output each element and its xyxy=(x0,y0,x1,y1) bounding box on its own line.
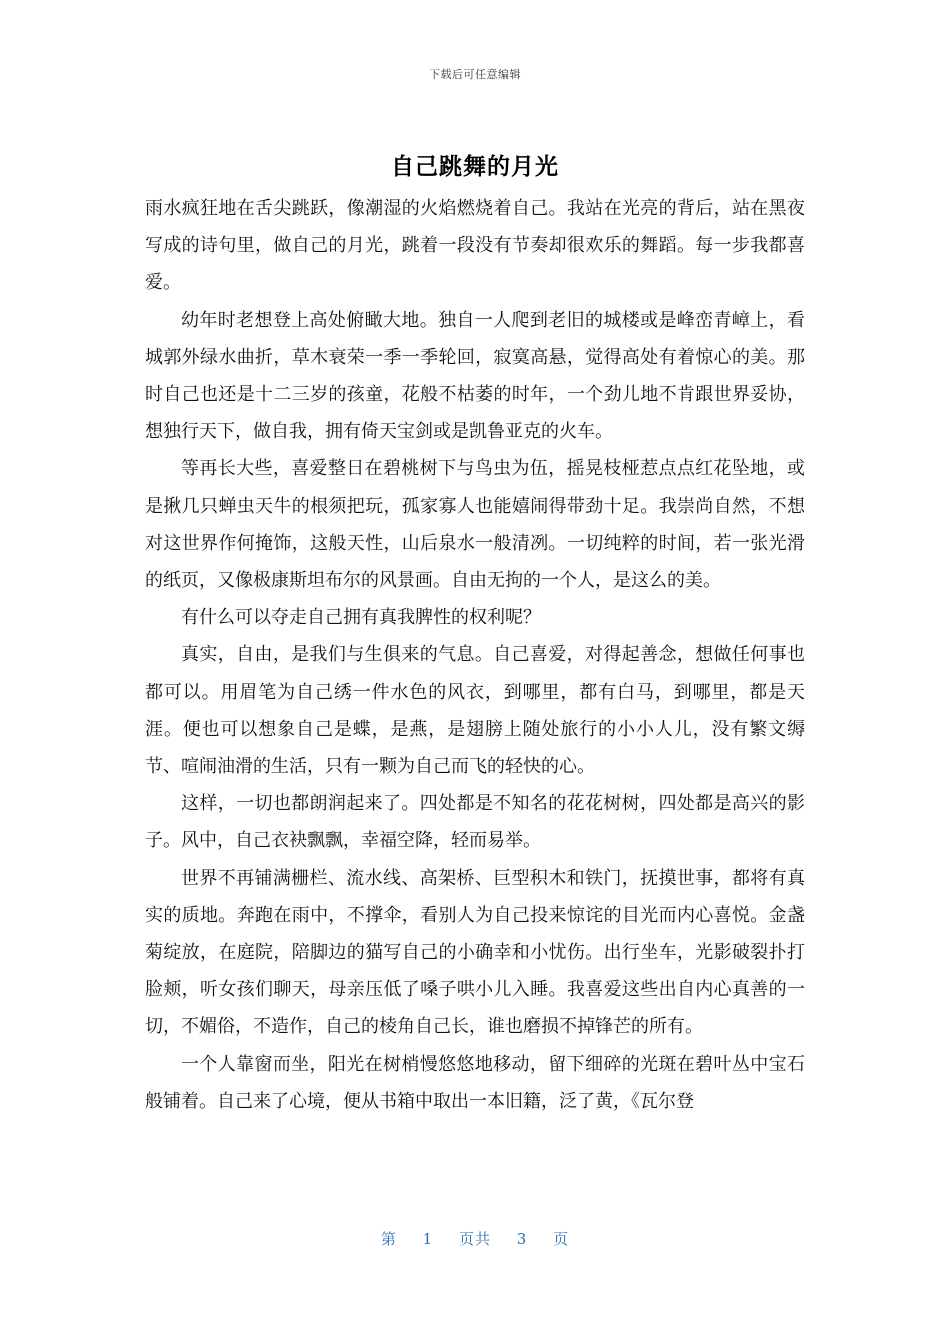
paragraph: 这样，一切也都朗润起来了。四处都是不知名的花花树树，四处都是高兴的影子。风中，自己衣袂飘飘，幸福空降，轻而易举。 xyxy=(145,793,805,852)
paragraph: 雨水疯狂地在舌尖跳跃，像潮湿的火焰燃烧着自己。我站在光亮的背后，站在黑夜写成的诗句里，做自己的月光，跳着一段没有节奏却很欢乐的舞蹈。每一步我都喜爱。 xyxy=(145,198,805,294)
document-body xyxy=(145,190,805,1120)
page-label-middle: 页共 xyxy=(458,1230,491,1248)
paragraph: 幼年时老想登上高处俯瞰大地。独自一人爬到老旧的城楼或是峰峦青嶂上，看城郭外绿水曲折，草木衰荣一季一季轮回，寂寞高悬，觉得高处有着惊心的美。那时自己也还是十二三岁的孩童，花般不枯萎的时年，一个劲儿地不肯跟世界妥协，想独行天下，做自我，拥有倚天宝剑或是凯鲁亚克的火车。 xyxy=(145,309,805,443)
paragraph: 世界不再铺满栅栏、流水线、高架桥、巨型积木和铁门，抚摸世事，都将有真实的质地。奔跑在雨中，不撑伞，看别人为自己投来惊诧的目光而内心喜悦。金盏菊绽放，在庭院，陪脚边的猫写自己的小确幸和小忧伤。出行坐车，光影破裂扑打脸颊，听女孩们聊天，母亲压低了嗓子哄小儿入睡。我喜爱这些出自内心真善的一切，不媚俗，不造作，自己的棱角自己长，谁也磨损不掉锋芒的所有。 xyxy=(145,867,805,1038)
header-note: 下载后可任意编辑 xyxy=(429,68,521,81)
paragraph: 等再长大些，喜爱整日在碧桃树下与鸟虫为伍，摇晃枝桠惹点点红花坠地，或是揪几只蝉虫天牛的根须把玩，孤家寡人也能嬉闹得带劲十足。我崇尚自然，不想对这世界作何掩饰，这般天性，山后泉水一般清冽。一切纯粹的时间，若一张光滑的纸页，又像极康斯坦布尔的风景画。自由无拘的一个人，是这么的美。 xyxy=(145,458,805,592)
page-label-suffix: 页 xyxy=(553,1230,570,1248)
page-footer xyxy=(0,1228,950,1249)
page-label-prefix: 第 xyxy=(380,1230,397,1248)
paragraph: 有什么可以夺走自己拥有真我脾性的权利呢？ xyxy=(181,607,541,629)
paragraph: 一个人靠窗而坐，阳光在树梢慢悠悠地移动，留下细碎的光斑在碧叶丛中宝石般铺着。自己来了心境，便从书箱中取出一本旧籍，泛了黄，《瓦尔登 xyxy=(145,1053,805,1112)
total-page-number: 3 xyxy=(516,1230,528,1248)
paragraph: 真实，自由，是我们与生俱来的气息。自己喜爱，对得起善念，想做任何事也都可以。用眉笔为自己绣一件水色的风衣，到哪里，都有白马，到哪里，都是天涯。便也可以想象自己是蝶，是燕，是翅膀上随处旅行的小小人儿，没有繁文缛节、喧闹油滑的生活，只有一颗为自己而飞的轻快的心。 xyxy=(145,644,805,778)
document-title: 自己跳舞的月光 xyxy=(391,154,559,180)
current-page-number: 1 xyxy=(422,1230,434,1248)
